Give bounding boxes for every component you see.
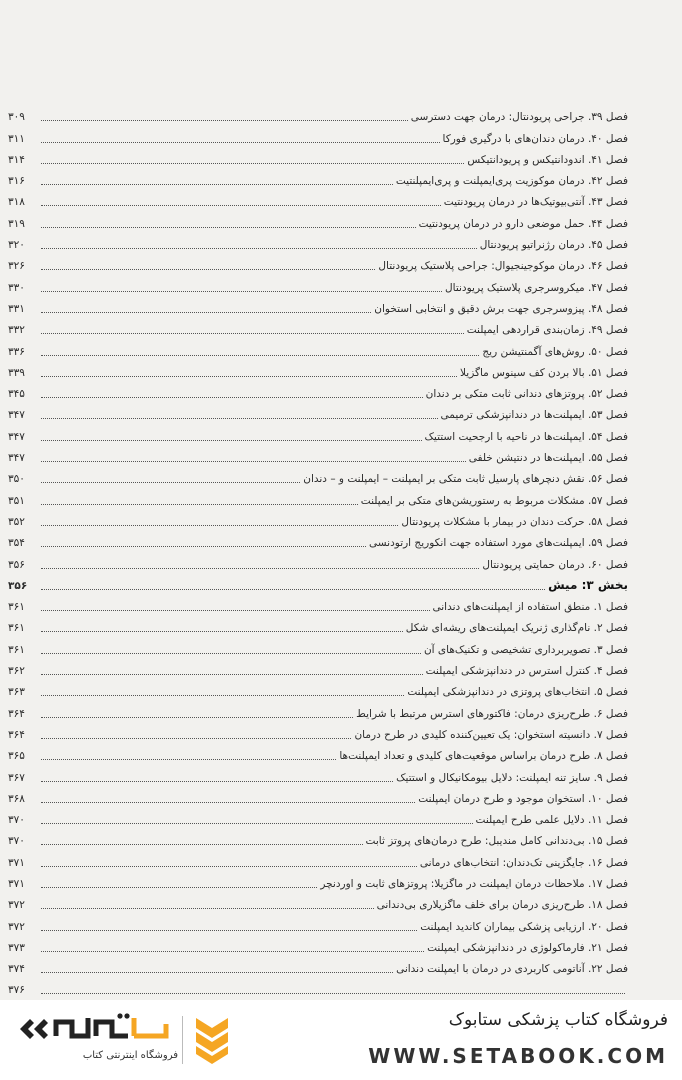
toc-entry xyxy=(8,445,628,466)
dot-leader xyxy=(41,908,374,909)
toc-entry xyxy=(8,743,628,764)
toc-page-number: ۳۶۴ xyxy=(8,728,25,741)
toc-page-number: ۳۴۷ xyxy=(8,409,25,422)
dot-leader xyxy=(41,248,477,249)
toc-page-number: ۳۱۱ xyxy=(8,132,25,145)
toc-entry-title: فصل ۴۹. زمان‌بندی قراردهی ایمپلنت xyxy=(466,324,628,337)
dot-leader xyxy=(41,482,300,483)
toc-entry xyxy=(8,402,628,423)
logo-divider xyxy=(182,1016,183,1064)
toc-entry-title: فصل ۴۵. درمان رژنراتیو پریودنتال xyxy=(479,239,628,252)
dot-leader xyxy=(41,163,464,164)
dot-leader xyxy=(41,355,479,356)
toc-page-number: ۳۷۶ xyxy=(8,984,25,997)
dot-leader xyxy=(41,397,423,398)
dot-leader xyxy=(41,546,366,547)
toc-entry-title: فصل ۲. نام‌گذاری ژنریک ایمپلنت‌های ریشه‌ای شکل xyxy=(405,622,628,635)
toc-page-number: ۳۴۵ xyxy=(8,388,25,401)
toc-entry-title: فصل ۱۵. بی‌دندانی کامل مندیبل: طرح درمان‌های پروتز ثابت xyxy=(365,835,628,848)
toc-page-number: ۳۳۱ xyxy=(8,302,25,315)
toc-page-number: ۳۰۹ xyxy=(8,111,25,124)
toc-entry xyxy=(8,423,628,444)
dot-leader xyxy=(41,695,404,696)
toc-page-number: ۳۴۷ xyxy=(8,430,25,443)
toc-page-number: ۳۶۱ xyxy=(8,622,25,635)
toc-entry xyxy=(8,530,628,551)
store-url[interactable]: WWW.SETABOOK.COM xyxy=(368,1044,668,1068)
toc-page-number: ۳۷۱ xyxy=(8,877,25,890)
toc-entry-title: فصل ۴۰. درمان دندان‌های با درگیری فورکا xyxy=(442,132,628,145)
toc-entry xyxy=(8,871,628,892)
dot-leader xyxy=(41,269,375,270)
toc-entry-title: فصل ۴۴. حمل موضعی دارو در درمان پریودنتیت xyxy=(418,217,628,230)
dot-leader xyxy=(41,525,398,526)
toc-entry xyxy=(8,125,628,146)
toc-page-number: ۳۱۴ xyxy=(8,153,25,166)
toc-page-number: ۳۷۳ xyxy=(8,941,25,954)
toc-entry xyxy=(8,679,628,700)
toc-section-heading xyxy=(8,573,628,594)
toc-page-number: ۳۶۷ xyxy=(8,771,25,784)
toc-page-number: ۳۶۸ xyxy=(8,792,25,805)
toc-entry-title: فصل ۴۷. میکروسرجری پلاستیک پریودنتال xyxy=(445,281,628,294)
dot-leader xyxy=(41,972,393,973)
toc-entry xyxy=(8,168,628,189)
toc-entry xyxy=(8,189,628,210)
dot-leader xyxy=(41,461,466,462)
toc-page-number: ۳۳۰ xyxy=(8,281,25,294)
toc-entry xyxy=(8,786,628,807)
dot-leader xyxy=(41,717,353,718)
toc-entry-title: فصل ۴۳. آنتی‌بیوتیک‌ها در درمان پریودنتیت xyxy=(443,196,628,209)
toc-entry xyxy=(8,913,628,934)
toc-entry-title: فصل ۱۰. استخوان موجود و طرح درمان ایمپلنت xyxy=(418,792,628,805)
toc-entry xyxy=(8,466,628,487)
dot-leader xyxy=(41,312,371,313)
dot-leader xyxy=(41,291,442,292)
toc-entry xyxy=(8,232,628,253)
toc-page-number: ۳۵۶ xyxy=(8,558,25,571)
toc-entry-title: فصل ۵۴. ایمپلنت‌ها در ناحیه با ارجحیت استتیک xyxy=(424,430,628,443)
toc-page-number: ۳۲۰ xyxy=(8,239,25,252)
toc-entry-title: فصل ۵۶. نقش دنچرهای پارسیل ثابت متکی بر ایمپلنت – ایمپلنت و – دندان xyxy=(303,473,628,486)
dot-leader xyxy=(41,440,422,441)
toc-page-number: ۳۷۴ xyxy=(8,963,25,976)
toc-entry-title: فصل ۳. تصویربرداری تشخیصی و تکنیک‌های آن xyxy=(423,643,628,656)
dot-leader xyxy=(41,781,393,782)
dot-leader xyxy=(41,631,403,632)
dot-leader xyxy=(41,205,441,206)
dot-leader xyxy=(41,610,430,611)
toc-entry xyxy=(8,828,628,849)
toc-entry xyxy=(8,807,628,828)
toc-entry xyxy=(8,210,628,231)
toc-entry-title: فصل ۴۸. پیزوسرجری جهت برش دقیق و انتخابی استخوان xyxy=(374,302,628,315)
toc-page-number: ۳۴۷ xyxy=(8,452,25,465)
toc-entry xyxy=(8,594,628,615)
toc-entry-title: فصل ۳۹. جراحی پریودنتال: درمان جهت دسترسی xyxy=(410,111,628,124)
dot-leader xyxy=(41,227,416,228)
toc-entry xyxy=(8,253,628,274)
toc-entry xyxy=(8,956,628,977)
toc-entry xyxy=(8,338,628,359)
dot-leader xyxy=(41,930,417,931)
toc-page-number: ۳۱۸ xyxy=(8,196,25,209)
toc-page-number: ۳۵۶ xyxy=(8,579,28,592)
toc-entry-title: فصل ۲۰. ارزیابی پزشکی بیماران کاندید ایمپلنت xyxy=(420,920,628,933)
toc-entry-title: فصل ۴. کنترل استرس در دندانپزشکی ایمپلنت xyxy=(425,665,628,678)
toc-page-number: ۳۳۶ xyxy=(8,345,25,358)
toc-page-number: ۳۳۲ xyxy=(8,324,25,337)
toc-page-number: ۳۶۲ xyxy=(8,665,25,678)
toc-page-number: ۳۵۲ xyxy=(8,515,25,528)
dot-leader xyxy=(41,653,421,654)
toc-page-number: ۳۷۱ xyxy=(8,856,25,869)
dot-leader xyxy=(41,993,625,994)
toc-entry xyxy=(8,274,628,295)
dot-leader xyxy=(41,142,440,143)
toc-entry-title: فصل ۵۹. ایمپلنت‌های مورد استفاده جهت انکوریج ارتودنسی xyxy=(369,537,628,550)
toc-entry-title: فصل ۴۲. درمان موکوزیت پری‌ایمپلنت و پری‌ایمپلنتیت xyxy=(395,175,628,188)
toc-entry-title: فصل ۵۲. پروتزهای دندانی ثابت متکی بر دندان xyxy=(425,388,628,401)
toc-page-number: ۳۵۰ xyxy=(8,473,25,486)
dot-leader xyxy=(41,568,479,569)
dot-leader xyxy=(41,823,473,824)
toc-page-number: ۳۱۶ xyxy=(8,175,25,188)
dot-leader xyxy=(41,738,351,739)
setabook-chevron-icon xyxy=(192,1014,232,1064)
toc-entry-title: فصل ۵۷. مشکلات مربوط به رستوریشن‌های متکی بر ایمپلنت xyxy=(360,494,628,507)
toc-entry-title: فصل ۴۱. اندودانتیکس و پریودانتیکس xyxy=(467,153,628,166)
toc-entry xyxy=(8,381,628,402)
toc-page-number: ۳۵۱ xyxy=(8,494,25,507)
dot-leader xyxy=(41,589,545,590)
toc-page-number: ۳۱۹ xyxy=(8,217,25,230)
toc-entry xyxy=(8,487,628,508)
toc-entry-title: فصل ۱. منطق استفاده از ایمپلنت‌های دندانی xyxy=(432,601,628,614)
toc-entry-title: فصل ۵. انتخاب‌های پروتزی در دندانپزشکی ایمپلنت xyxy=(407,686,628,699)
toc-entry-title: فصل ۲۱. فارماکولوژی در دندانپزشکی ایمپلنت xyxy=(427,941,628,954)
toc-page-number: ۳۷۰ xyxy=(8,835,25,848)
toc-entry xyxy=(8,147,628,168)
toc-page-number: ۳۳۹ xyxy=(8,366,25,379)
dot-leader xyxy=(41,866,417,867)
toc-page-number: ۳۶۱ xyxy=(8,601,25,614)
toc-entry xyxy=(8,615,628,636)
toc-entry-title: فصل ۷. دانسیته استخوان: یک تعیین‌کننده کلیدی در طرح درمان xyxy=(354,728,628,741)
toc-entry-title: فصل ۱۶. جایگزینی تک‌دندان: انتخاب‌های درمانی xyxy=(419,856,628,869)
dot-leader xyxy=(41,887,317,888)
dot-leader xyxy=(41,418,438,419)
toc-page-number: ۳۲۶ xyxy=(8,260,25,273)
toc-entry xyxy=(8,892,628,913)
dot-leader xyxy=(41,674,423,675)
toc-page-number: ۳۵۴ xyxy=(8,537,25,550)
toc-entry xyxy=(8,317,628,338)
toc-entry-title: فصل ۱۸. طرح‌ریزی درمان برای خلف ماگزیلاری بی‌دندانی xyxy=(376,899,628,912)
toc-entry-title: فصل ۵۰. روش‌های آگمنتیشن ریج xyxy=(482,345,628,358)
toc-entry xyxy=(8,764,628,785)
dot-leader xyxy=(41,120,408,121)
setabook-logo-wordmark xyxy=(16,1010,176,1048)
toc-entry xyxy=(8,360,628,381)
toc-entry xyxy=(8,700,628,721)
toc-entry-title: فصل ۵۱. بالا بردن کف سینوس ماگزیلا xyxy=(460,366,628,379)
toc-entry-title: فصل ۵۵. ایمپلنت‌ها در دنتیشن خلفی xyxy=(468,452,628,465)
dot-leader xyxy=(41,802,415,803)
toc-entry-title: فصل ۵۸. حرکت دندان در بیمار با مشکلات پریودنتال xyxy=(401,515,628,528)
toc-entry-title: بخش ۳: میش xyxy=(548,577,628,592)
toc-page-number: ۳۷۲ xyxy=(8,899,25,912)
table-of-contents xyxy=(8,104,628,998)
dot-leader xyxy=(41,844,363,845)
toc-entry xyxy=(8,722,628,743)
toc-entry-title: فصل ۶. طرح‌ریزی درمان: فاکتورهای استرس مرتبط با شرایط xyxy=(356,707,628,720)
toc-entry-title: فصل ۴۶. درمان موکوجینجیوال: جراحی پلاستیک پریودنتال xyxy=(378,260,628,273)
dot-leader xyxy=(41,504,358,505)
toc-entry xyxy=(8,636,628,657)
toc-entry-title: فصل ۶۰. درمان حمایتی پریودنتال xyxy=(482,558,628,571)
logo-subtitle: فروشگاه اینترنتی کتاب xyxy=(82,1050,178,1061)
toc-entry-title: فصل ۱۱. دلایل علمی طرح ایمپلنت xyxy=(475,814,628,827)
dot-leader xyxy=(41,951,424,952)
dot-leader xyxy=(41,376,457,377)
dot-leader xyxy=(41,184,393,185)
toc-entry-title: فصل ۲۲. آناتومی کاربردی در درمان با ایمپلنت دندانی xyxy=(396,963,628,976)
toc-entry xyxy=(8,509,628,530)
toc-entry xyxy=(8,658,628,679)
dot-leader xyxy=(41,759,336,760)
toc-entry xyxy=(8,849,628,870)
toc-entry-title: فصل ۱۷. ملاحظات درمان ایمپلنت در ماگزیلا: پروتزهای ثابت و اوردنچر xyxy=(320,877,628,890)
toc-entry xyxy=(8,296,628,317)
toc-entry xyxy=(8,977,628,998)
toc-page-number: ۳۷۲ xyxy=(8,920,25,933)
toc-entry xyxy=(8,551,628,572)
toc-page-number: ۳۶۴ xyxy=(8,707,25,720)
dot-leader xyxy=(41,333,464,334)
store-footer xyxy=(0,1000,682,1080)
toc-page-number: ۳۶۱ xyxy=(8,643,25,656)
store-name: فروشگاه کتاب پزشکی ستابوک xyxy=(448,1010,668,1030)
toc-page-number: ۳۶۵ xyxy=(8,750,25,763)
toc-entry-title: فصل ۹. سایز تنه ایمپلنت: دلایل بیومکانیکال و استتیک xyxy=(396,771,628,784)
toc-page-number: ۳۷۰ xyxy=(8,814,25,827)
toc-entry xyxy=(8,935,628,956)
toc-entry xyxy=(8,104,628,125)
toc-entry-title: فصل ۸. طرح درمان براساس موقعیت‌های کلیدی و تعداد ایمپلنت‌ها xyxy=(339,750,628,763)
toc-page-number: ۳۶۳ xyxy=(8,686,25,699)
toc-entry-title: فصل ۵۳. ایمپلنت‌ها در دندانپزشکی ترمیمی xyxy=(440,409,628,422)
